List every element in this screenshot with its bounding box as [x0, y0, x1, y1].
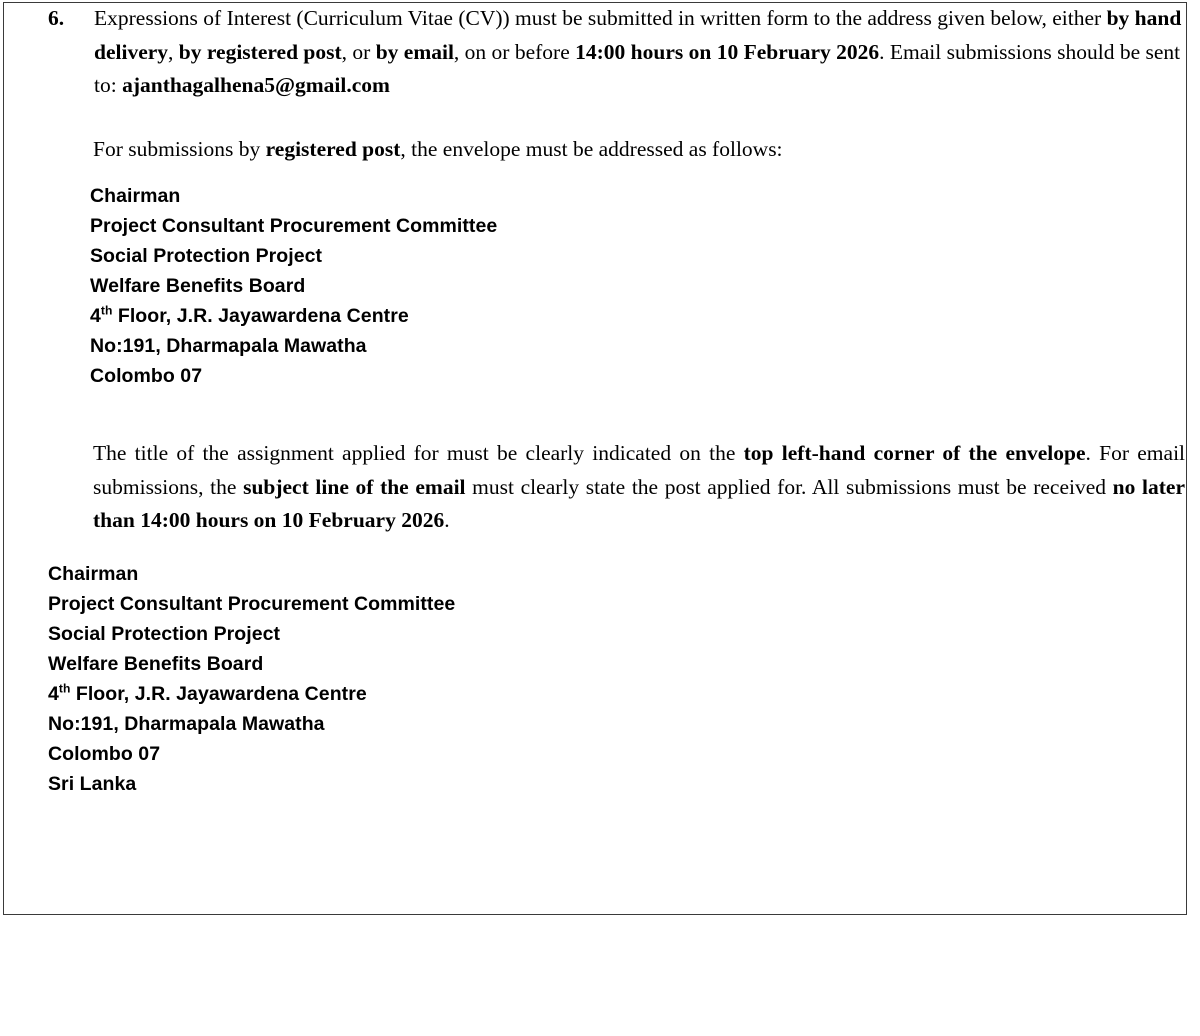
- clause-6: [48, 2, 1186, 103]
- text-run: The title of the assignment applied for must be clearly indicated on the: [93, 441, 744, 465]
- address-line: 4th Floor, J.R. Jayawardena Centre: [90, 303, 409, 327]
- ordinal-superscript: th: [58, 681, 71, 696]
- emphasis-run: by hand delivery: [94, 6, 1182, 64]
- assignment-title-paragraph: [93, 437, 1185, 538]
- address-line: Social Protection Project: [48, 623, 281, 645]
- clause-body-text: [94, 6, 1181, 97]
- address-line: Project Consultant Procurement Committee: [90, 215, 498, 237]
- address-line: Sri Lanka: [48, 773, 137, 795]
- emphasis-run: subject line of the email: [243, 474, 466, 499]
- emphasis-run: 14:00 hours on 10 February 2026: [575, 39, 880, 64]
- address-line: 4th Floor, J.R. Jayawardena Centre: [48, 681, 367, 705]
- emphasis-run: top left-hand corner of the envelope: [743, 441, 1086, 465]
- text-run: ,: [168, 39, 179, 64]
- address-line: Welfare Benefits Board: [48, 653, 264, 675]
- address-line: Chairman: [90, 185, 181, 207]
- address-line: Social Protection Project: [90, 245, 323, 267]
- ordinal-superscript: th: [100, 303, 113, 318]
- address-line: Project Consultant Procurement Committee: [48, 593, 456, 615]
- clause-row: [48, 2, 1186, 103]
- registered-post-intro: [93, 133, 1186, 167]
- emphasis-run: by registered post: [178, 39, 342, 64]
- text-run: For submissions by: [93, 137, 266, 161]
- emphasis-run: by email: [375, 39, 454, 64]
- address-line: Colombo 07: [48, 743, 161, 765]
- text-run: , the envelope must be addressed as follows:: [400, 137, 783, 161]
- text-run: . For email submissions, the: [93, 441, 1186, 499]
- address-line: No:191, Dharmapala Mawatha: [90, 335, 367, 357]
- text-run: must clearly state the post applied for. All submissions must be received: [465, 474, 1113, 499]
- emphasis-run: no later than 14:00 hours on 10 February 2026: [93, 474, 1185, 532]
- envelope-address-block: [90, 181, 497, 391]
- address-line: No:191, Dharmapala Mawatha: [48, 713, 325, 735]
- emphasis-run: ajanthagalhena5@gmail.com: [122, 73, 390, 97]
- emphasis-run: registered post: [265, 137, 401, 161]
- text-run: , or: [341, 39, 376, 64]
- text-run: . Email submissions should be sent to:: [94, 39, 1181, 97]
- text-run: .: [444, 508, 450, 532]
- address-line: Chairman: [48, 563, 139, 585]
- footer-address-block: [48, 559, 455, 799]
- text-run: Expressions of Interest (Curriculum Vitae (CV)) must be submitted in written form to the address given below, either: [94, 6, 1107, 30]
- text-run: , on or before: [453, 39, 576, 64]
- address-line: Welfare Benefits Board: [90, 275, 306, 297]
- clause-number: 6.: [48, 6, 65, 30]
- address-line: Colombo 07: [90, 365, 203, 387]
